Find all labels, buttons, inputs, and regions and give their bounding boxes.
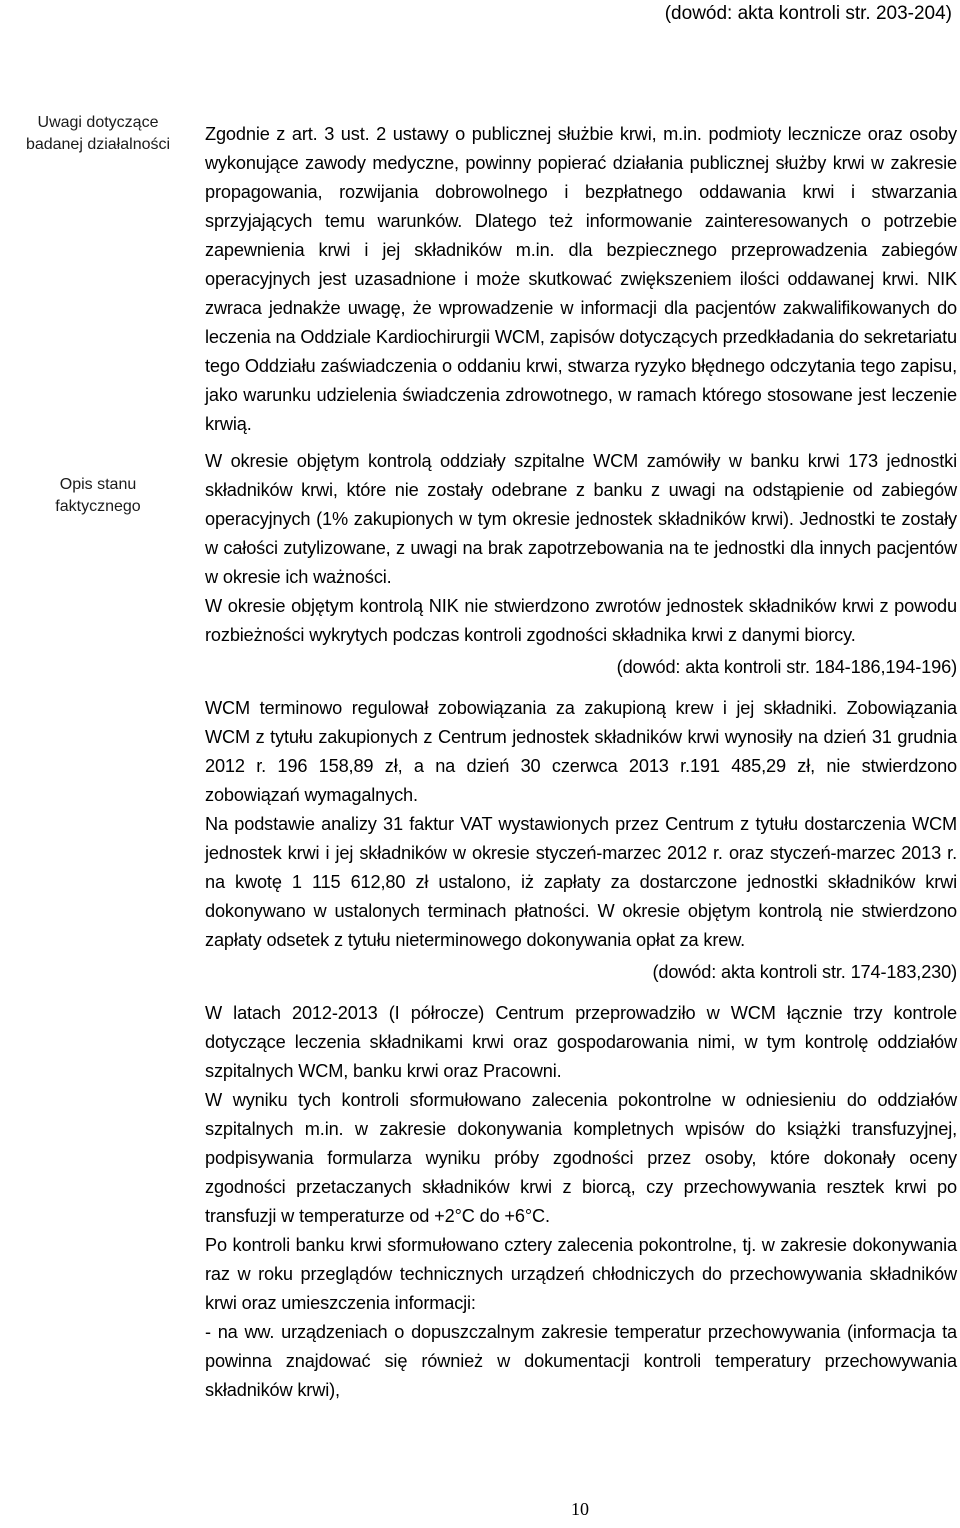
evidence-reference-2: (dowód: akta kontroli str. 174-183,230) [652,962,957,982]
paragraph-ordered-units: W okresie objętym kontrolą oddziały szpitalne WCM zamówiły w banku krwi 173 jednostki składników krwi, które nie zostały odebrane z banku z uwagi na odstąpienie od zabiegów operacyjnych (1% zakupionych w tym okresie jednostek składników krwi). Jednostki te zostały w całości zutylizowane, z uwagi na brak zapotrzebowania na te jednostki dla innych pacjentów w okresie ich ważności. [205,451,957,587]
paragraph-inspections: W latach 2012-2013 (I półrocze) Centrum przeprowadziło w WCM łącznie trzy kontrole dotyczące leczenia składnikami krwi oraz gospodarowania nimi, w tym kontrolę oddziałów szpitalnych WCM, banku krwi oraz Pracowni. [205,1003,957,1081]
paragraph-no-returns: W okresie objętym kontrolą NIK nie stwierdzono zwrotów jednostek składników krwi z powodu rozbieżności wykrytych podczas kontroli zgodności składnika krwi z danymi biorcy. [205,596,957,645]
side-label-state-line2: faktycznego [55,498,141,515]
paragraph-list-item: - na ww. urządzeniach o dopuszczalnym zakresie temperatur przechowywania (informacja ta powinna znajdować się również w dokumentacji kontroli temperatury przechowywania składników krwi), [205,1322,957,1400]
paragraph-recommendations-bank: Po kontroli banku krwi sformułowano cztery zalecenia pokontrolne, tj. w zakresie dokonywania raz w roku przeglądów technicznych urządzeń chłodniczych do przechowywania składników krwi oraz umieszczenia informacji: [205,1235,957,1313]
evidence-reference-header: (dowód: akta kontroli str. 203-204) [664,3,952,24]
side-label-state-line1: Opis stanu [59,476,137,493]
page-number: 10 [571,1499,589,1519]
paragraph-obligations: WCM terminowo regulował zobowiązania za zakupioną krew i jej składniki. Zobowiązania WCM z tytułu zakupionych z Centrum jednostek składników krwi wynosiły na dzień 31 grudnia 2012 r. 196 158,89 zł, a na dzień 30 czerwca 2013 r.191 485,29 zł, nie stwierdzono zobowiązań wymagalnych. [205,698,957,805]
paragraph-recommendations-wards: W wyniku tych kontroli sformułowano zalecenia pokontrolne w odniesieniu do oddziałów szpitalnych m.in. w zakresie dokonywania kompletnych wpisów do książki transfuzyjnej, podpisywania formularza wyniku próby zgodności przez osoby, które dokonały oceny zgodności przetaczanych składników krwi z biorcą, czy przechowywania resztek krwi po transfuzji w temperaturze od +2°C do +6°C. [205,1090,957,1226]
paragraph-invoices: Na podstawie analizy 31 faktur VAT wystawionych przez Centrum z tytułu dostarczenia WCM jednostek krwi i jej składników w okresie styczeń-marzec 2012 r. oraz styczeń-marzec 2013 r. na kwotę 1 115 612,80 zł ustalono, iż zapłaty za dostarczone jednostki składników krwi dokonywano w ustalonych terminach płatności. W okresie objętym kontrolą nie stwierdzono zapłaty odsetek z tytułu nieterminowego dokonywania opłat za krew. [205,814,957,950]
side-label-remarks-line1: Uwagi dotyczące [37,114,159,131]
evidence-reference-1: (dowód: akta kontroli str. 184-186,194-196) [616,657,957,677]
side-label-remarks-line2: badanej działalności [25,136,171,153]
paragraph-remarks: Zgodnie z art. 3 ust. 2 ustawy o publicznej służbie krwi, m.in. podmioty lecznicze oraz osoby wykonujące zawody medyczne, powinny popierać działania publicznej służby krwi w zakresie propagowania, rozwijania dobrowolnego i bezpłatnego oddawania krwi i stwarzania sprzyjających temu warunków. Dlatego też informowanie zainteresowanych o potrzebie zapewnienia krwi i jej składników m.in. dla bezpiecznego przeprowadzenia zabiegów operacyjnych jest uzasadnione i może skutkować zwiększeniem ilości oddawanej krwi. NIK zwraca jednakże uwagę, że wprowadzenie w informacji dla pacjentów zakwalifikowanych do leczenia na Oddziale Kardiochirurgii WCM, zapisów dotyczących przedkładania do sekretariatu tego Oddziału zaświadczenia o oddaniu krwi, stwarza ryzyko błędnego odczytania tego zapisu, jako warunku udzielenia świadczenia zdrowotnego, w ramach którego stosowane jest leczenie krwią. [205,124,957,434]
